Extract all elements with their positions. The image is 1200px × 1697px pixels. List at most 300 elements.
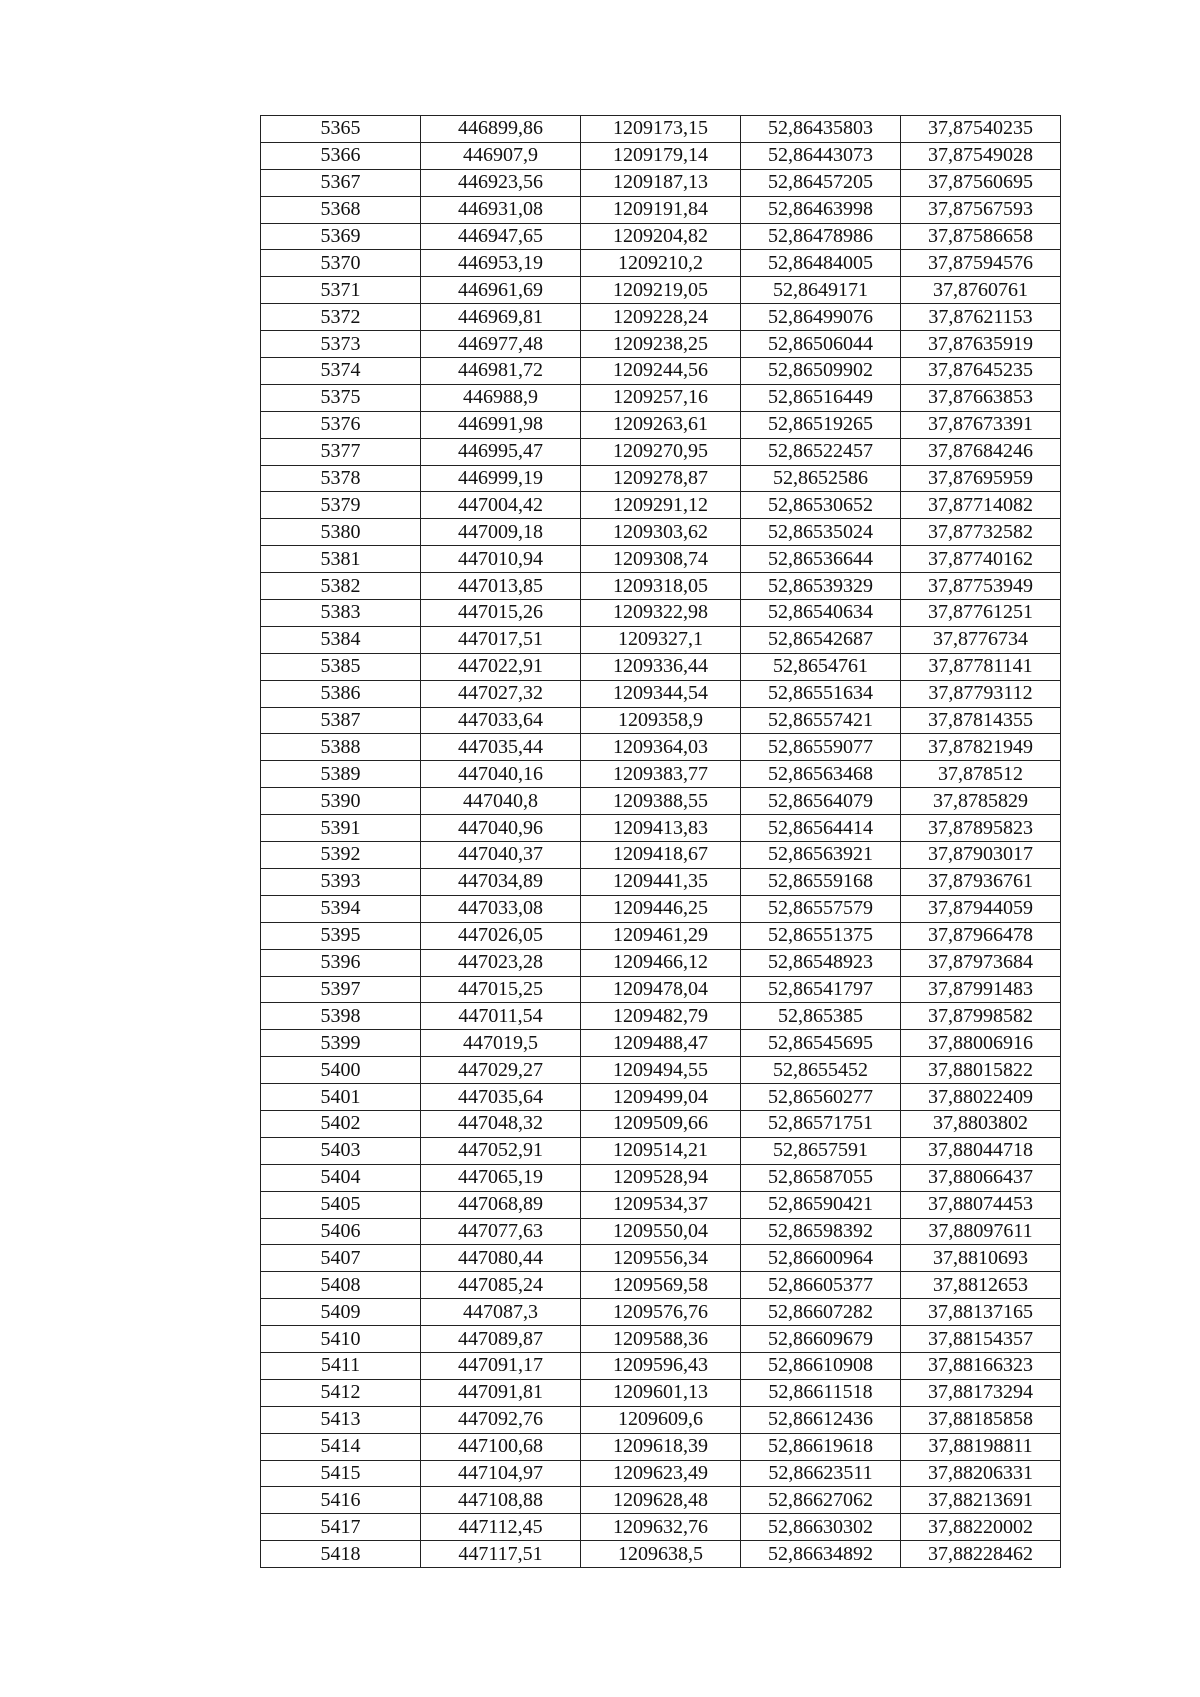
x-coordinate-cell: 446977,48	[421, 331, 581, 358]
latitude-cell: 52,86587055	[741, 1164, 901, 1191]
longitude-cell: 37,88066437	[901, 1164, 1061, 1191]
x-coordinate-cell: 447089,87	[421, 1326, 581, 1353]
table-row	[261, 815, 1061, 842]
latitude-cell: 52,86443073	[741, 142, 901, 169]
y-coordinate-cell: 1209478,04	[581, 976, 741, 1003]
x-coordinate-cell: 446947,65	[421, 223, 581, 250]
x-coordinate-cell: 447068,89	[421, 1191, 581, 1218]
latitude-cell: 52,86630302	[741, 1514, 901, 1541]
table-row	[261, 1191, 1061, 1218]
table-row	[261, 384, 1061, 411]
longitude-cell: 37,88044718	[901, 1137, 1061, 1164]
table-row	[261, 1487, 1061, 1514]
latitude-cell: 52,86610908	[741, 1352, 901, 1379]
x-coordinate-cell: 447048,32	[421, 1110, 581, 1137]
longitude-cell: 37,87540235	[901, 116, 1061, 143]
y-coordinate-cell: 1209596,43	[581, 1352, 741, 1379]
point-number-cell: 5407	[261, 1245, 421, 1272]
x-coordinate-cell: 447022,91	[421, 653, 581, 680]
longitude-cell: 37,87944059	[901, 895, 1061, 922]
y-coordinate-cell: 1209270,95	[581, 438, 741, 465]
longitude-cell: 37,87549028	[901, 142, 1061, 169]
table-row	[261, 600, 1061, 627]
longitude-cell: 37,87560695	[901, 169, 1061, 196]
x-coordinate-cell: 447080,44	[421, 1245, 581, 1272]
table-row	[261, 1218, 1061, 1245]
latitude-cell: 52,86506044	[741, 331, 901, 358]
longitude-cell: 37,87991483	[901, 976, 1061, 1003]
longitude-cell: 37,87594576	[901, 250, 1061, 277]
table-row	[261, 438, 1061, 465]
longitude-cell: 37,87635919	[901, 331, 1061, 358]
table-row	[261, 465, 1061, 492]
longitude-cell: 37,87663853	[901, 384, 1061, 411]
latitude-cell: 52,86463998	[741, 196, 901, 223]
latitude-cell: 52,86607282	[741, 1299, 901, 1326]
point-number-cell: 5375	[261, 384, 421, 411]
point-number-cell: 5374	[261, 358, 421, 385]
latitude-cell: 52,86435803	[741, 116, 901, 143]
point-number-cell: 5404	[261, 1164, 421, 1191]
point-number-cell: 5387	[261, 707, 421, 734]
latitude-cell: 52,86627062	[741, 1487, 901, 1514]
y-coordinate-cell: 1209601,13	[581, 1379, 741, 1406]
x-coordinate-cell: 447085,24	[421, 1272, 581, 1299]
table-row	[261, 573, 1061, 600]
x-coordinate-cell: 447100,68	[421, 1433, 581, 1460]
y-coordinate-cell: 1209364,03	[581, 734, 741, 761]
y-coordinate-cell: 1209638,5	[581, 1541, 741, 1568]
x-coordinate-cell: 446999,19	[421, 465, 581, 492]
point-number-cell: 5411	[261, 1352, 421, 1379]
table-row	[261, 868, 1061, 895]
latitude-cell: 52,86536644	[741, 546, 901, 573]
y-coordinate-cell: 1209588,36	[581, 1326, 741, 1353]
latitude-cell: 52,86539329	[741, 573, 901, 600]
point-number-cell: 5405	[261, 1191, 421, 1218]
y-coordinate-cell: 1209257,16	[581, 384, 741, 411]
x-coordinate-cell: 447052,91	[421, 1137, 581, 1164]
longitude-cell: 37,8810693	[901, 1245, 1061, 1272]
latitude-cell: 52,86564414	[741, 815, 901, 842]
latitude-cell: 52,86559168	[741, 868, 901, 895]
table-row	[261, 949, 1061, 976]
table-row	[261, 1406, 1061, 1433]
x-coordinate-cell: 446923,56	[421, 169, 581, 196]
table-row	[261, 842, 1061, 869]
x-coordinate-cell: 446899,86	[421, 116, 581, 143]
y-coordinate-cell: 1209219,05	[581, 277, 741, 304]
y-coordinate-cell: 1209173,15	[581, 116, 741, 143]
longitude-cell: 37,87781141	[901, 653, 1061, 680]
latitude-cell: 52,86564079	[741, 788, 901, 815]
point-number-cell: 5370	[261, 250, 421, 277]
latitude-cell: 52,86623511	[741, 1460, 901, 1487]
longitude-cell: 37,88166323	[901, 1352, 1061, 1379]
latitude-cell: 52,86551375	[741, 922, 901, 949]
longitude-cell: 37,87645235	[901, 358, 1061, 385]
table-row	[261, 169, 1061, 196]
point-number-cell: 5390	[261, 788, 421, 815]
x-coordinate-cell: 447091,17	[421, 1352, 581, 1379]
y-coordinate-cell: 1209618,39	[581, 1433, 741, 1460]
table-row	[261, 116, 1061, 143]
longitude-cell: 37,88154357	[901, 1326, 1061, 1353]
longitude-cell: 37,88198811	[901, 1433, 1061, 1460]
point-number-cell: 5406	[261, 1218, 421, 1245]
longitude-cell: 37,88185858	[901, 1406, 1061, 1433]
y-coordinate-cell: 1209388,55	[581, 788, 741, 815]
latitude-cell: 52,86600964	[741, 1245, 901, 1272]
x-coordinate-cell: 446953,19	[421, 250, 581, 277]
point-number-cell: 5368	[261, 196, 421, 223]
y-coordinate-cell: 1209358,9	[581, 707, 741, 734]
y-coordinate-cell: 1209308,74	[581, 546, 741, 573]
point-number-cell: 5403	[261, 1137, 421, 1164]
y-coordinate-cell: 1209238,25	[581, 331, 741, 358]
longitude-cell: 37,8812653	[901, 1272, 1061, 1299]
y-coordinate-cell: 1209228,24	[581, 304, 741, 331]
x-coordinate-cell: 447040,16	[421, 761, 581, 788]
y-coordinate-cell: 1209191,84	[581, 196, 741, 223]
latitude-cell: 52,86590421	[741, 1191, 901, 1218]
latitude-cell: 52,86535024	[741, 519, 901, 546]
latitude-cell: 52,86634892	[741, 1541, 901, 1568]
longitude-cell: 37,8760761	[901, 277, 1061, 304]
longitude-cell: 37,87761251	[901, 600, 1061, 627]
latitude-cell: 52,86563468	[741, 761, 901, 788]
y-coordinate-cell: 1209609,6	[581, 1406, 741, 1433]
table-row	[261, 895, 1061, 922]
x-coordinate-cell: 447077,63	[421, 1218, 581, 1245]
table-row	[261, 411, 1061, 438]
longitude-cell: 37,87753949	[901, 573, 1061, 600]
y-coordinate-cell: 1209210,2	[581, 250, 741, 277]
latitude-cell: 52,865385	[741, 1003, 901, 1030]
longitude-cell: 37,87673391	[901, 411, 1061, 438]
x-coordinate-cell: 447013,85	[421, 573, 581, 600]
longitude-cell: 37,87936761	[901, 868, 1061, 895]
longitude-cell: 37,88220002	[901, 1514, 1061, 1541]
latitude-cell: 52,86457205	[741, 169, 901, 196]
table-row	[261, 358, 1061, 385]
latitude-cell: 52,86516449	[741, 384, 901, 411]
latitude-cell: 52,86478986	[741, 223, 901, 250]
y-coordinate-cell: 1209556,34	[581, 1245, 741, 1272]
longitude-cell: 37,87695959	[901, 465, 1061, 492]
y-coordinate-cell: 1209528,94	[581, 1164, 741, 1191]
table-row	[261, 761, 1061, 788]
latitude-cell: 52,86551634	[741, 680, 901, 707]
x-coordinate-cell: 447034,89	[421, 868, 581, 895]
y-coordinate-cell: 1209461,29	[581, 922, 741, 949]
longitude-cell: 37,88228462	[901, 1541, 1061, 1568]
latitude-cell: 52,86609679	[741, 1326, 901, 1353]
longitude-cell: 37,88213691	[901, 1487, 1061, 1514]
point-number-cell: 5410	[261, 1326, 421, 1353]
x-coordinate-cell: 446991,98	[421, 411, 581, 438]
longitude-cell: 37,8785829	[901, 788, 1061, 815]
latitude-cell: 52,86612436	[741, 1406, 901, 1433]
y-coordinate-cell: 1209244,56	[581, 358, 741, 385]
x-coordinate-cell: 447004,42	[421, 492, 581, 519]
table-row	[261, 1299, 1061, 1326]
point-number-cell: 5367	[261, 169, 421, 196]
x-coordinate-cell: 446969,81	[421, 304, 581, 331]
x-coordinate-cell: 447026,05	[421, 922, 581, 949]
x-coordinate-cell: 447091,81	[421, 1379, 581, 1406]
point-number-cell: 5393	[261, 868, 421, 895]
point-number-cell: 5415	[261, 1460, 421, 1487]
y-coordinate-cell: 1209278,87	[581, 465, 741, 492]
point-number-cell: 5413	[261, 1406, 421, 1433]
x-coordinate-cell: 447023,28	[421, 949, 581, 976]
point-number-cell: 5401	[261, 1084, 421, 1111]
y-coordinate-cell: 1209204,82	[581, 223, 741, 250]
longitude-cell: 37,87973684	[901, 949, 1061, 976]
table-row	[261, 680, 1061, 707]
point-number-cell: 5414	[261, 1433, 421, 1460]
y-coordinate-cell: 1209482,79	[581, 1003, 741, 1030]
latitude-cell: 52,86499076	[741, 304, 901, 331]
point-number-cell: 5373	[261, 331, 421, 358]
y-coordinate-cell: 1209550,04	[581, 1218, 741, 1245]
x-coordinate-cell: 447015,26	[421, 600, 581, 627]
latitude-cell: 52,86545695	[741, 1030, 901, 1057]
longitude-cell: 37,87567593	[901, 196, 1061, 223]
table-row	[261, 976, 1061, 1003]
table-row	[261, 1514, 1061, 1541]
table-row	[261, 1541, 1061, 1568]
longitude-cell: 37,87740162	[901, 546, 1061, 573]
x-coordinate-cell: 447027,32	[421, 680, 581, 707]
table-row	[261, 1352, 1061, 1379]
coordinates-table-body	[261, 116, 1061, 1568]
point-number-cell: 5394	[261, 895, 421, 922]
table-row	[261, 250, 1061, 277]
table-row	[261, 922, 1061, 949]
table-row	[261, 331, 1061, 358]
table-row	[261, 1326, 1061, 1353]
table-row	[261, 1110, 1061, 1137]
table-row	[261, 1164, 1061, 1191]
table-row	[261, 1460, 1061, 1487]
table-row	[261, 1433, 1061, 1460]
latitude-cell: 52,86559077	[741, 734, 901, 761]
point-number-cell: 5378	[261, 465, 421, 492]
point-number-cell: 5397	[261, 976, 421, 1003]
latitude-cell: 52,86563921	[741, 842, 901, 869]
point-number-cell: 5381	[261, 546, 421, 573]
y-coordinate-cell: 1209494,55	[581, 1057, 741, 1084]
point-number-cell: 5383	[261, 600, 421, 627]
longitude-cell: 37,87895823	[901, 815, 1061, 842]
point-number-cell: 5365	[261, 116, 421, 143]
longitude-cell: 37,8776734	[901, 626, 1061, 653]
point-number-cell: 5388	[261, 734, 421, 761]
x-coordinate-cell: 447017,51	[421, 626, 581, 653]
point-number-cell: 5418	[261, 1541, 421, 1568]
table-row	[261, 142, 1061, 169]
latitude-cell: 52,86542687	[741, 626, 901, 653]
table-row	[261, 626, 1061, 653]
y-coordinate-cell: 1209499,04	[581, 1084, 741, 1111]
table-row	[261, 1057, 1061, 1084]
latitude-cell: 52,86530652	[741, 492, 901, 519]
x-coordinate-cell: 447033,64	[421, 707, 581, 734]
y-coordinate-cell: 1209413,83	[581, 815, 741, 842]
latitude-cell: 52,86571751	[741, 1110, 901, 1137]
table-row	[261, 653, 1061, 680]
x-coordinate-cell: 447011,54	[421, 1003, 581, 1030]
y-coordinate-cell: 1209514,21	[581, 1137, 741, 1164]
y-coordinate-cell: 1209446,25	[581, 895, 741, 922]
latitude-cell: 52,8649171	[741, 277, 901, 304]
latitude-cell: 52,86557421	[741, 707, 901, 734]
point-number-cell: 5372	[261, 304, 421, 331]
latitude-cell: 52,86541797	[741, 976, 901, 1003]
longitude-cell: 37,88137165	[901, 1299, 1061, 1326]
table-row	[261, 734, 1061, 761]
point-number-cell: 5398	[261, 1003, 421, 1030]
x-coordinate-cell: 447010,94	[421, 546, 581, 573]
x-coordinate-cell: 447087,3	[421, 1299, 581, 1326]
x-coordinate-cell: 446961,69	[421, 277, 581, 304]
y-coordinate-cell: 1209632,76	[581, 1514, 741, 1541]
table-row	[261, 304, 1061, 331]
table-row	[261, 492, 1061, 519]
point-number-cell: 5384	[261, 626, 421, 653]
point-number-cell: 5366	[261, 142, 421, 169]
longitude-cell: 37,88173294	[901, 1379, 1061, 1406]
x-coordinate-cell: 447092,76	[421, 1406, 581, 1433]
point-number-cell: 5386	[261, 680, 421, 707]
latitude-cell: 52,86557579	[741, 895, 901, 922]
x-coordinate-cell: 447108,88	[421, 1487, 581, 1514]
point-number-cell: 5389	[261, 761, 421, 788]
latitude-cell: 52,86605377	[741, 1272, 901, 1299]
latitude-cell: 52,86619618	[741, 1433, 901, 1460]
longitude-cell: 37,87998582	[901, 1003, 1061, 1030]
table-row	[261, 1272, 1061, 1299]
coordinates-table	[260, 115, 1061, 1568]
point-number-cell: 5392	[261, 842, 421, 869]
latitude-cell: 52,86522457	[741, 438, 901, 465]
point-number-cell: 5412	[261, 1379, 421, 1406]
x-coordinate-cell: 447112,45	[421, 1514, 581, 1541]
longitude-cell: 37,87732582	[901, 519, 1061, 546]
y-coordinate-cell: 1209322,98	[581, 600, 741, 627]
point-number-cell: 5395	[261, 922, 421, 949]
table-row	[261, 788, 1061, 815]
longitude-cell: 37,88022409	[901, 1084, 1061, 1111]
y-coordinate-cell: 1209466,12	[581, 949, 741, 976]
x-coordinate-cell: 446931,08	[421, 196, 581, 223]
table-row	[261, 1030, 1061, 1057]
y-coordinate-cell: 1209628,48	[581, 1487, 741, 1514]
longitude-cell: 37,87684246	[901, 438, 1061, 465]
x-coordinate-cell: 447015,25	[421, 976, 581, 1003]
x-coordinate-cell: 447029,27	[421, 1057, 581, 1084]
table-row	[261, 277, 1061, 304]
table-row	[261, 1084, 1061, 1111]
longitude-cell: 37,87966478	[901, 922, 1061, 949]
x-coordinate-cell: 446981,72	[421, 358, 581, 385]
y-coordinate-cell: 1209187,13	[581, 169, 741, 196]
table-row	[261, 546, 1061, 573]
longitude-cell: 37,87821949	[901, 734, 1061, 761]
point-number-cell: 5399	[261, 1030, 421, 1057]
latitude-cell: 52,86548923	[741, 949, 901, 976]
x-coordinate-cell: 446907,9	[421, 142, 581, 169]
longitude-cell: 37,88015822	[901, 1057, 1061, 1084]
y-coordinate-cell: 1209441,35	[581, 868, 741, 895]
point-number-cell: 5391	[261, 815, 421, 842]
table-row	[261, 1245, 1061, 1272]
longitude-cell: 37,88097611	[901, 1218, 1061, 1245]
longitude-cell: 37,8803802	[901, 1110, 1061, 1137]
y-coordinate-cell: 1209291,12	[581, 492, 741, 519]
table-row	[261, 1379, 1061, 1406]
longitude-cell: 37,88206331	[901, 1460, 1061, 1487]
y-coordinate-cell: 1209623,49	[581, 1460, 741, 1487]
y-coordinate-cell: 1209576,76	[581, 1299, 741, 1326]
table-row	[261, 196, 1061, 223]
latitude-cell: 52,86509902	[741, 358, 901, 385]
x-coordinate-cell: 447040,96	[421, 815, 581, 842]
latitude-cell: 52,86598392	[741, 1218, 901, 1245]
latitude-cell: 52,86540634	[741, 600, 901, 627]
latitude-cell: 52,8657591	[741, 1137, 901, 1164]
longitude-cell: 37,88074453	[901, 1191, 1061, 1218]
point-number-cell: 5400	[261, 1057, 421, 1084]
x-coordinate-cell: 446988,9	[421, 384, 581, 411]
latitude-cell: 52,8654761	[741, 653, 901, 680]
x-coordinate-cell: 447040,8	[421, 788, 581, 815]
point-number-cell: 5408	[261, 1272, 421, 1299]
latitude-cell: 52,86611518	[741, 1379, 901, 1406]
table-row	[261, 519, 1061, 546]
y-coordinate-cell: 1209383,77	[581, 761, 741, 788]
y-coordinate-cell: 1209569,58	[581, 1272, 741, 1299]
point-number-cell: 5377	[261, 438, 421, 465]
x-coordinate-cell: 447040,37	[421, 842, 581, 869]
y-coordinate-cell: 1209318,05	[581, 573, 741, 600]
point-number-cell: 5379	[261, 492, 421, 519]
point-number-cell: 5402	[261, 1110, 421, 1137]
y-coordinate-cell: 1209418,67	[581, 842, 741, 869]
table-row	[261, 707, 1061, 734]
table-row	[261, 1003, 1061, 1030]
x-coordinate-cell: 447035,44	[421, 734, 581, 761]
x-coordinate-cell: 447117,51	[421, 1541, 581, 1568]
table-row	[261, 1137, 1061, 1164]
point-number-cell: 5409	[261, 1299, 421, 1326]
y-coordinate-cell: 1209488,47	[581, 1030, 741, 1057]
longitude-cell: 37,87621153	[901, 304, 1061, 331]
longitude-cell: 37,878512	[901, 761, 1061, 788]
x-coordinate-cell: 446995,47	[421, 438, 581, 465]
longitude-cell: 37,87793112	[901, 680, 1061, 707]
point-number-cell: 5376	[261, 411, 421, 438]
point-number-cell: 5380	[261, 519, 421, 546]
point-number-cell: 5371	[261, 277, 421, 304]
x-coordinate-cell: 447009,18	[421, 519, 581, 546]
longitude-cell: 37,87586658	[901, 223, 1061, 250]
x-coordinate-cell: 447035,64	[421, 1084, 581, 1111]
point-number-cell: 5382	[261, 573, 421, 600]
point-number-cell: 5369	[261, 223, 421, 250]
